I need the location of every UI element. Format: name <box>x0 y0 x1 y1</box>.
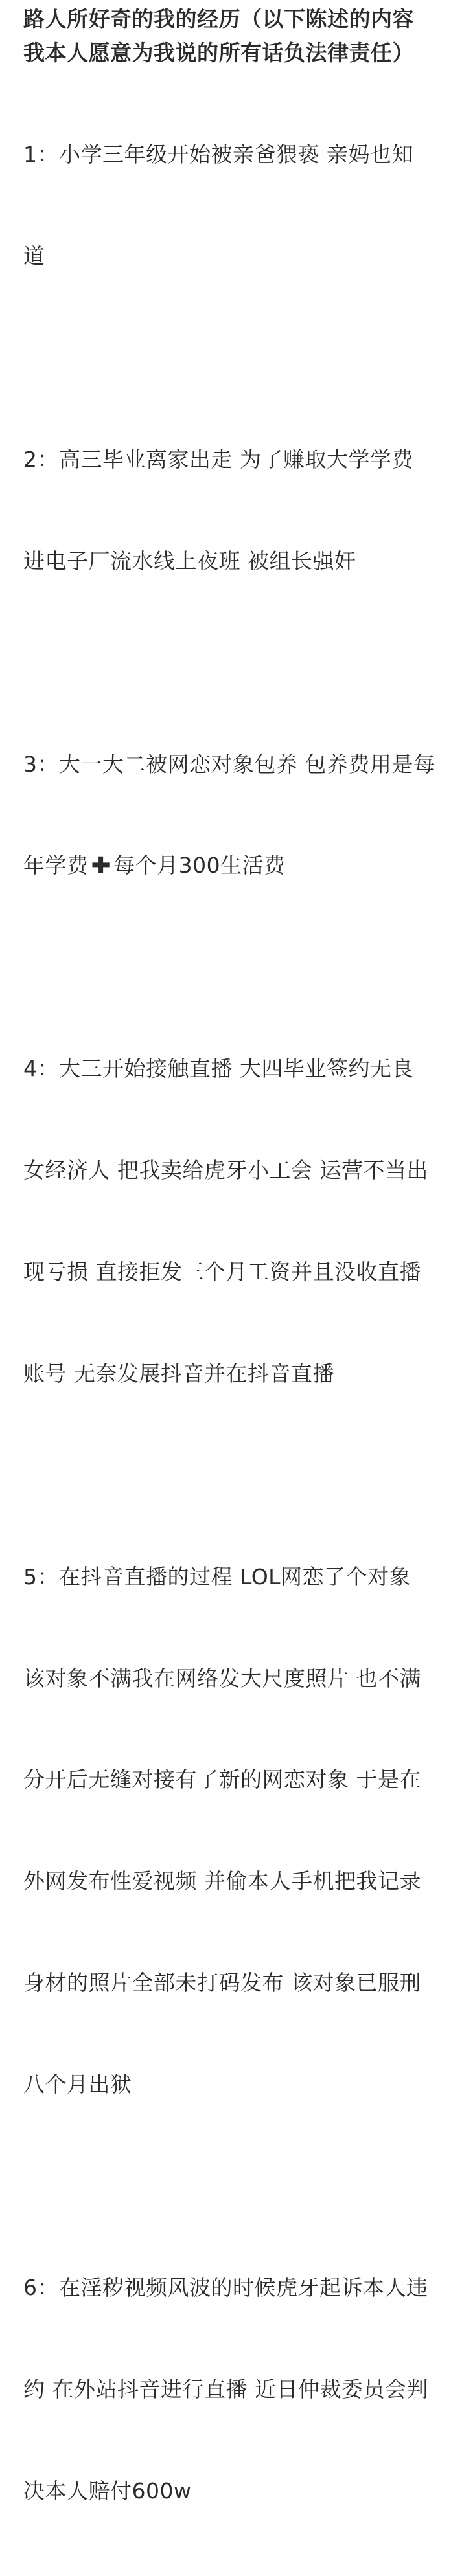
paragraph-gap <box>23 646 442 680</box>
list-item-4 <box>23 985 442 1459</box>
item-line-text: 年学费 <box>23 853 89 879</box>
item-line: 5：在抖音直播的过程 LOL网恋了个对象 <box>23 1563 411 1589</box>
item-line: 账号 无奈发展抖音并在抖音直播 <box>23 1360 334 1386</box>
item-line: 现亏损 直接拒发三个月工资并且没收直播 <box>23 1259 421 1284</box>
list-item-6 <box>23 2203 442 2575</box>
item-line: 1：小学三年级开始被亲爸猥亵 亲妈也知 <box>23 142 413 168</box>
paragraph-gap <box>23 2169 442 2203</box>
item-line: 八个月出狱 <box>23 2072 132 2098</box>
item-line: 身材的照片全部未打码发布 该对象已服刑 <box>23 1970 421 1996</box>
item-line: 该对象不满我在网络发大尺度照片 也不满 <box>23 1665 421 1691</box>
item-line-text: 每个月300生活费 <box>113 853 286 879</box>
paragraph-gap <box>23 1459 442 1492</box>
item-line: 决本人赔付600w <box>23 2478 192 2503</box>
item-line: 外网发布性爱视频 并偷本人手机把我记录 <box>23 1868 421 1894</box>
item-line-with-plus <box>23 849 442 882</box>
item-line: 道 <box>23 243 45 269</box>
list-item-2 <box>23 375 442 645</box>
plus-icon: ✚ <box>91 853 111 880</box>
item-line: 6：在淫秽视频风波的时候虎牙起诉本人违 <box>23 2274 428 2300</box>
list-item-3 <box>23 680 442 950</box>
title-line: 我本人愿意为我说的所有话负法律责任） <box>23 40 414 66</box>
title-line: 路人所好奇的我的经历（以下陈述的内容 <box>23 6 414 32</box>
item-line: 女经济人 把我卖给虎牙小工会 运营不当出 <box>23 1158 428 1183</box>
item-line: 分开后无缝对接有了新的网恋对象 于是在 <box>23 1767 421 1793</box>
paragraph-gap <box>23 341 442 375</box>
item-line: 约 在外站抖音进行直播 近日仲裁委员会判 <box>23 2376 428 2402</box>
document-title <box>23 3 442 71</box>
item-line: 2：高三毕业离家出走 为了赚取大学学费 <box>23 446 413 472</box>
paragraph-gap <box>23 950 442 984</box>
item-line: 3：大一大二被网恋对象包养 包养费用是每 <box>23 751 435 777</box>
item-line: 4：大三开始接触直播 大四毕业签约无良 <box>23 1056 413 1082</box>
list-item-5 <box>23 1492 442 2169</box>
list-item-1 <box>23 71 442 341</box>
item-line: 进电子厂流水线上夜班 被组长强奸 <box>23 548 356 574</box>
